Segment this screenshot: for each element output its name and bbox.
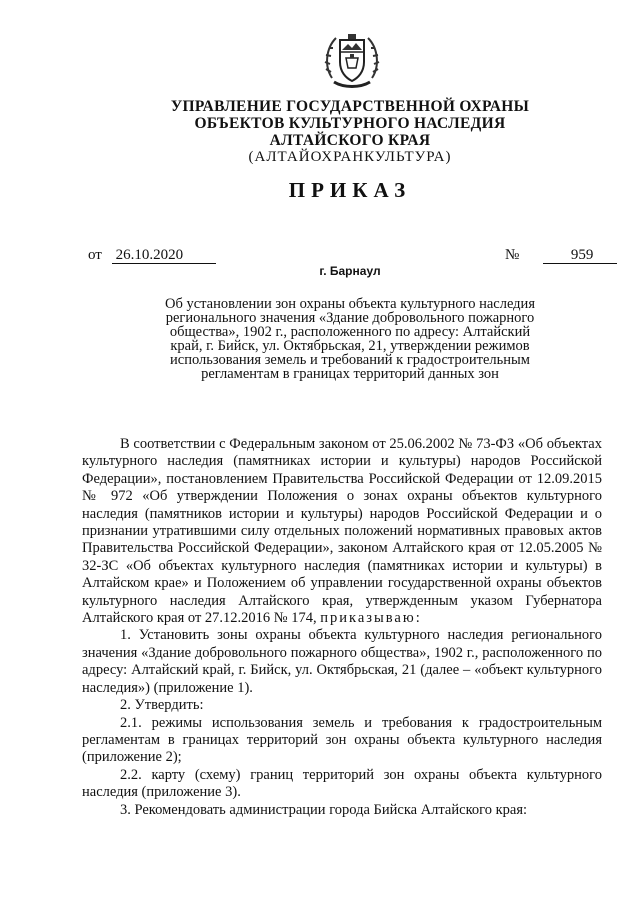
- order-body: [82, 436, 602, 819]
- subject-line-3: общества», 1902 г., расположенного по адресу: Алтайский: [169, 324, 531, 340]
- body-paragraph-preamble: [82, 436, 602, 627]
- body-paragraph-2: 2. Утвердить:: [120, 697, 204, 714]
- document-type-title: ПРИКАЗ: [288, 178, 412, 202]
- order-number: [505, 247, 617, 264]
- subject-line-2: регионального значения «Здание добровольного пожарного: [165, 310, 535, 326]
- body-paragraph-2-1: 2.1. режимы использования земель и требования к градостроительным регламентам в границах территорий зон охраны объекта культурного наследия (приложение 2);: [82, 714, 602, 766]
- order-date: [88, 247, 216, 264]
- body-paragraph-1: 1. Установить зоны охраны объекта культурного наследия регионального значения «Здание добровольного пожарного общества», 1902 г., расположенного по адресу: Алтайский край, г. Бийск, ул. Октябрьская, 21 (далее – «объект культурного наследия») (приложение 1).: [82, 627, 602, 696]
- body-paragraph-3: 3. Рекомендовать администрации города Бийска Алтайского края:: [120, 801, 528, 818]
- order-date-prefix: от: [88, 247, 102, 263]
- preamble-text: В соответствии с Федеральным законом от 25.06.2002 № 73-ФЗ «Об объектах культурного наследия (памятниках истории и культуры) народов Российской Федерации», постановлением Правительства Российской Федерации от 12.09.2015 № 972 «Об утверждении Положения о зонах охраны объектов культурного наследия (памятников истории и культуры) народов Российской Федерации и о признании утратившими силу отдельных положений нормативных правовых актов Правительства Российской Федерации», законом Алтайского края от 12.05.2005 № 32-ЗС «Об объектах культурного наследия (памятниках истории и культуры) в Алтайском крае» и Положением об управлении государственной охраны объектов культурного наследия Алтайского края, утвержденным указом Губернатора Алтайского края от 27.12.2016 № 174,: [82, 436, 602, 627]
- agency-name: [120, 98, 580, 166]
- subject-line-4: край, г. Бийск, ул. Октябрьская, 21, утверждении режимов: [170, 338, 530, 354]
- agency-name-line-3: АЛТАЙСКОГО КРАЯ: [269, 132, 431, 149]
- body-paragraph-2-2: 2.2. карту (схему) границ территорий зон охраны объекта культурного наследия (приложение 3).: [82, 766, 602, 801]
- order-number-prefix: №: [505, 247, 520, 263]
- altai-krai-coat-of-arms-icon: [322, 28, 382, 92]
- agency-abbreviation: (АЛТАЙОХРАНКУЛЬТУРА): [248, 149, 452, 165]
- order-number-value: 959: [543, 248, 617, 264]
- order-subject: [125, 297, 575, 381]
- agency-name-line-1: УПРАВЛЕНИЕ ГОСУДАРСТВЕННОЙ ОХРАНЫ: [170, 98, 530, 115]
- subject-line-6: регламентам в границах территорий данных зон: [201, 366, 499, 382]
- order-directive: приказываю:: [320, 610, 422, 627]
- order-date-value: 26.10.2020: [112, 248, 216, 264]
- subject-line-1: Об установлении зон охраны объекта культурного наследия: [165, 296, 535, 312]
- agency-name-line-2: ОБЪЕКТОВ КУЛЬТУРНОГО НАСЛЕДИЯ: [194, 115, 506, 132]
- issue-city: г. Барнаул: [319, 264, 381, 278]
- subject-line-5: использования земель и требований к градостроительным: [170, 352, 530, 368]
